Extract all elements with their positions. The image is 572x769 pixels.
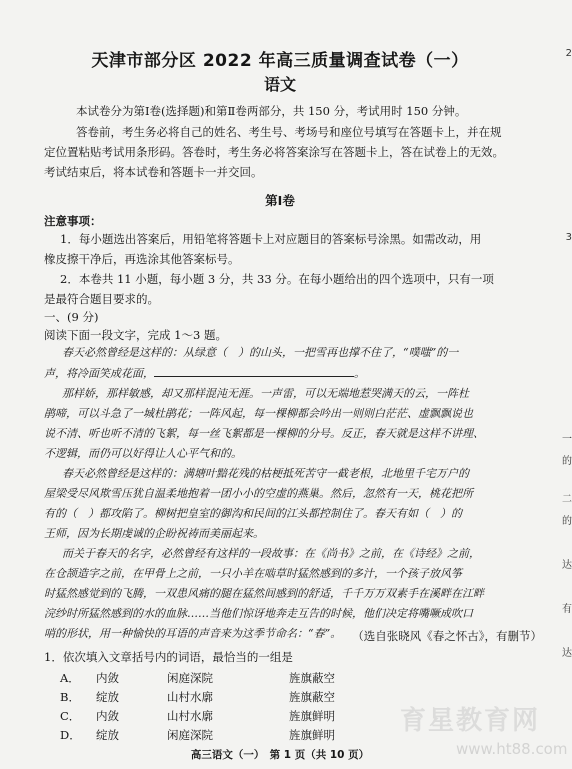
edge-mark: 2 <box>565 48 572 59</box>
option-a-letter: A． <box>60 671 80 685</box>
passage-line: 在仓颉造字之前，在甲骨上之前，一只小羊在啮草时猛然感到的多汁，一个孩子放风筝 <box>44 567 462 580</box>
passage-line: 春天必然曾经是这样的：从绿意（ ）的山头，一把雪再也撑不住了，“噗嗤”的一 <box>62 346 459 359</box>
option-d-word3: 旌旗鲜明 <box>289 728 335 742</box>
option-d-letter: D． <box>60 728 81 742</box>
watermark-url: www.ht88.com <box>456 740 568 758</box>
notice-line: 1．每小题选出答案后，用铅笔将答题卡上对应题目的答案标号涂黑。如需改动，用 <box>60 232 482 246</box>
passage-line: 说不清、听也听不清的飞絮，每一丝飞絮都是一棵柳的分号。反正，春天就是这样不讲理、 <box>44 427 484 440</box>
edge-mark: 有 <box>562 604 572 615</box>
edge-mark: 二 <box>562 494 572 505</box>
option-b-letter: B． <box>60 690 80 704</box>
edge-mark: 3 <box>565 232 572 243</box>
option-b-word2: 山村水廓 <box>167 690 213 704</box>
passage-line: 浣纱时所猛然感到的水的血脉……当他们惊讶地奔走互告的时候，他们决定将嘴噘成吹口 <box>44 607 473 620</box>
option-b-word1: 绽放 <box>96 690 119 704</box>
option-c-letter: C． <box>60 709 81 723</box>
edge-mark: 的 <box>562 516 572 527</box>
exam-title: 天津市部分区 2022 年高三质量调查试卷（一） <box>91 51 469 71</box>
part-heading: 一、(9 分) <box>44 310 99 324</box>
option-c-word1: 内敛 <box>96 709 119 723</box>
passage-line: 春天必然曾经是这样的：满塘叶黯花残的枯梗抵死苦守一截老根，北地里千宅万户的 <box>62 467 469 480</box>
passage-source: （选自张晓风《春之怀古》，有删节） <box>352 629 542 643</box>
section-heading: 第Ⅰ卷 <box>265 193 295 208</box>
option-d-word2: 闲庭深院 <box>167 728 213 742</box>
passage-line: 时猛然感觉到的飞腾，一双患风痛的腿在猛然间感到的舒适，千千万万双素手在溪畔在江畔 <box>44 587 484 600</box>
option-a-word2: 闲庭深院 <box>167 671 213 685</box>
page-footer: 高三语文（一） 第 1 页（共 10 页） <box>190 749 370 761</box>
passage-line: 屋梁受尽风欺雪压犹自温柔地抱着一团小小的空虚的燕巢。然后，忽然有一天，桃花把所 <box>44 487 473 500</box>
passage-line: 而关于春天的名字，必然曾经有这样的一段故事：在《尚书》之前，在《诗经》之前， <box>62 547 480 560</box>
passage-line: 哨的形状，用一种愉快的耳语的声音来为这季节命名：“春”。 <box>44 627 342 640</box>
option-a-word1: 内敛 <box>96 671 119 685</box>
answer-blank <box>154 366 354 377</box>
question-stem: 1．依次填入文章括号内的词语，最恰当的一组是 <box>44 650 293 664</box>
intro-line: 本试卷分为第Ⅰ卷(选择题)和第Ⅱ卷两部分，共 150 分，考试用时 150 分钟。 <box>76 104 467 118</box>
notice-line: 2．本卷共 11 小题，每小题 3 分，共 33 分。在每小题给出的四个选项中，只有一项 <box>60 272 494 286</box>
option-d-word1: 绽放 <box>96 728 119 742</box>
edge-mark: 达 <box>562 560 572 571</box>
option-a-word3: 旌旗蔽空 <box>289 671 335 685</box>
intro-line: 考试结束后，将本试卷和答题卡一并交回。 <box>44 165 263 179</box>
passage-line: 有的（ ）都攻陷了。柳树把皇室的御沟和民间的江头都控制住了。春天有如（ ）的 <box>44 507 462 520</box>
watermark-logo: 育星教育网 <box>400 706 541 736</box>
passage-line: 王师，因为长期虔诚的企盼祝祷而美丽起来。 <box>44 527 264 540</box>
passage-line: 那样娇，那样敏感，却又那样混沌无涯。一声雷，可以无端地惹哭满天的云，一阵杜 <box>62 387 469 400</box>
reading-instruction: 阅读下面一段文字，完成 1～3 题。 <box>44 328 227 342</box>
intro-line: 答卷前，考生务必将自己的姓名、考生号、考场号和座位号填写在答题卡上，并在规 <box>76 125 502 139</box>
passage-line: 声，将冷面笑成花面， 。 <box>44 367 365 380</box>
edge-mark: 一 <box>562 434 572 445</box>
notice-line: 橡皮擦干净后，再选涂其他答案标号。 <box>44 252 240 266</box>
subject-title: 语文 <box>263 75 296 94</box>
notice-title: 注意事项： <box>44 214 102 228</box>
passage-text: 声，将冷面笑成花面， <box>44 367 154 380</box>
option-c-word3: 旌旗鲜明 <box>289 709 335 723</box>
edge-mark: 达 <box>562 648 572 659</box>
intro-line: 定位置粘贴考试用条形码。答卷时，考生务必将答案涂写在答题卡上，答在试卷上的无效。 <box>44 145 504 159</box>
notice-line: 是最符合题目要求的。 <box>44 292 159 306</box>
passage-line: 鹃啼，可以斗急了一城杜鹃花；一阵风起，每一棵柳都会吟出一则则白茫茫、虚飘飘说也 <box>44 407 473 420</box>
option-c-word2: 山村水廓 <box>167 709 213 723</box>
edge-mark: 的 <box>562 456 572 467</box>
passage-line: 不逻辑，而仍可以好得让人心平气和的。 <box>44 447 242 460</box>
option-b-word3: 旌旗蔽空 <box>289 690 335 704</box>
